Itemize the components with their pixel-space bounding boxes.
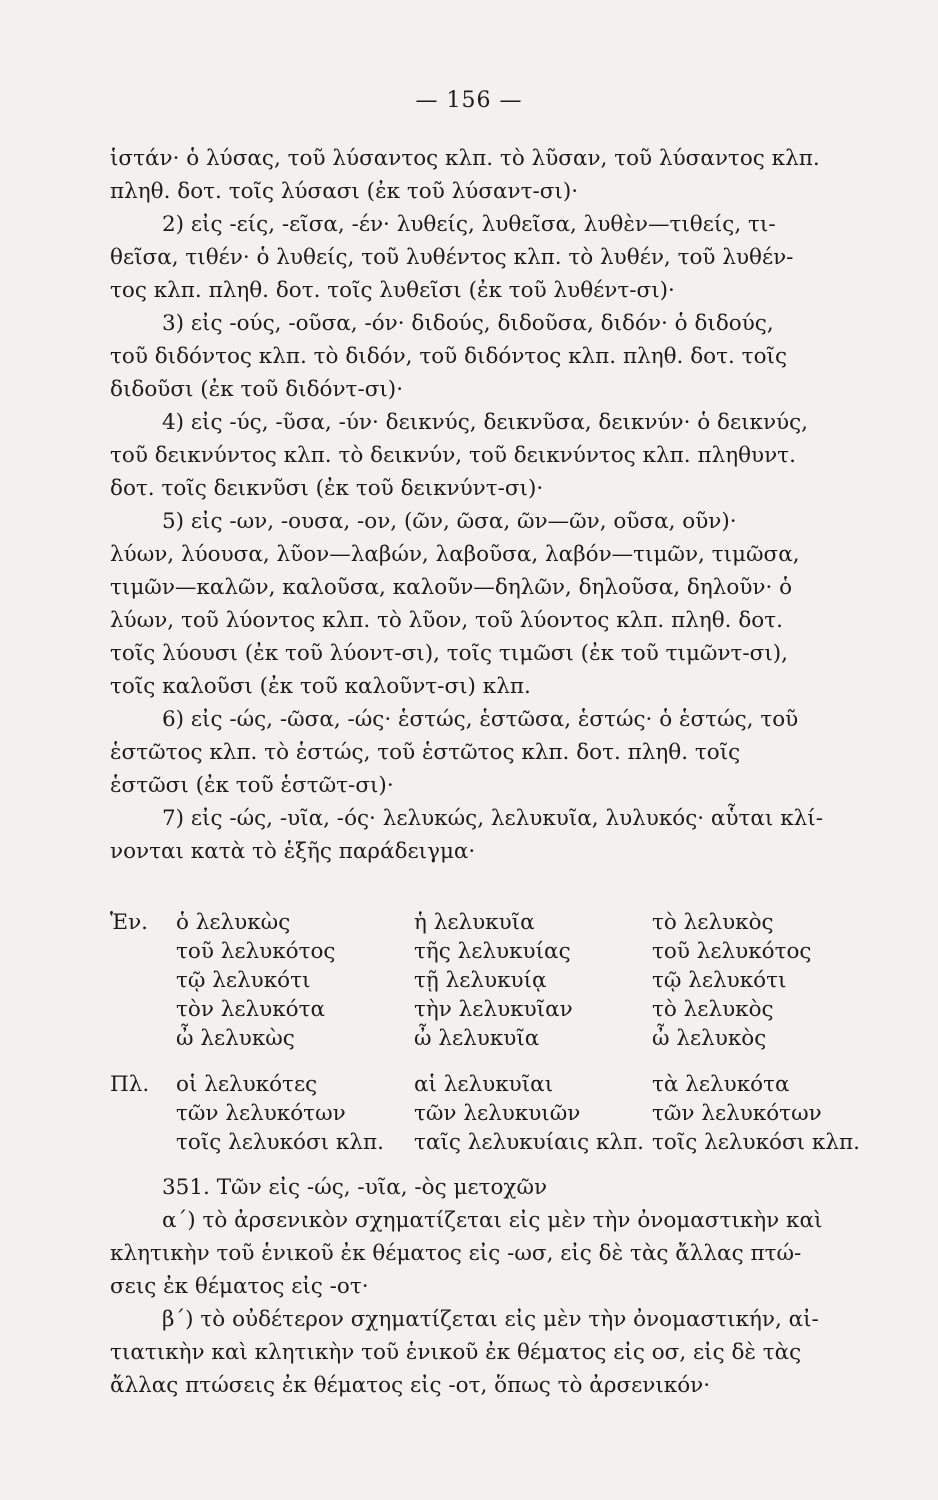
masculine-form: τῶν λελυκότων [176,1101,346,1126]
text-line: λύων, τοῦ λύοντος κλπ. τὸ λῦον, τοῦ λύοντος κλπ. πληθ. δοτ. [110,608,783,633]
table-row [110,1026,870,1055]
text-line: 3) εἰς -ούς, -οῦσα, -όν· διδούς, διδοῦσα, διδόν· ὁ διδούς, [162,311,774,336]
text-line: 5) εἰς -ων, -ουσα, -ον, (ῶν, ῶσα, ῶν—ῶν, οῦσα, οῦν)· [162,509,737,534]
section-heading: 351. Τῶν εἰς -ώς, -υῖα, -ὸς μετοχῶν [162,1175,548,1200]
text-line: 4) εἰς -ύς, -ῦσα, -ύν· δεικνύς, δεικνῦσα, δεικνύν· ὁ δεικνύς, [162,410,808,435]
text-line: κλητικὴν τοῦ ἑνικοῦ ἐκ θέματος εἰς -ωσ, εἰς δὲ τὰς ἄλλας πτώ- [110,1241,802,1266]
masculine-form: ὁ λελυκὼς [176,910,291,935]
feminine-form: ὦ λελυκυῖα [414,1026,540,1051]
table-row [110,939,870,968]
table-row [110,968,870,997]
text-line: διδοῦσι (ἐκ τοῦ διδόντ-σι)· [110,377,404,402]
feminine-form: τῇ λελυκυίᾳ [414,968,547,993]
text-line: δοτ. τοῖς δεικνῦσι (ἐκ τοῦ δεικνύντ-σι)· [110,476,544,501]
text-line: ἄλλας πτώσεις ἐκ θέματος εἰς -οτ, ὅπως τὸ ἀρσενικόν· [110,1373,711,1398]
text-line: θεῖσα, τιθέν· ὁ λυθείς, τοῦ λυθέντος κλπ. τὸ λυθέν, τοῦ λυθέν- [110,245,794,270]
text-line: τιατικὴν καὶ κλητικὴν τοῦ ἑνικοῦ ἐκ θέματος εἰς οσ, εἰς δὲ τὰς [110,1340,802,1365]
neuter-form: τὸ λελυκὸς [652,910,774,935]
table-row [110,997,870,1026]
masculine-form: τὸν λελυκότα [176,997,325,1022]
text-line: νονται κατὰ τὸ ἑξῆς παράδειγμα· [110,839,476,864]
feminine-form: ἡ λελυκυῖα [414,910,535,935]
page-number: — 156 — [415,88,523,113]
text-line: α΄) τὸ ἀρσενικὸν σχηματίζεται εἰς μὲν τὴν ὀνομαστικὴν καὶ [162,1208,823,1233]
text-line: τοῦ διδόντος κλπ. τὸ διδόν, τοῦ διδόντος κλπ. πληθ. δοτ. τοῖς [110,344,787,369]
table-row [110,1130,870,1159]
masculine-form: οἱ λελυκότες [176,1072,318,1097]
feminine-form: τὴν λελυκυῖαν [414,997,573,1022]
neuter-form: τὰ λελυκότα [652,1072,790,1097]
neuter-form: τοῖς λελυκόσι κλπ. [652,1130,860,1155]
text-line: τος κλπ. πληθ. δοτ. τοῖς λυθεῖσι (ἐκ τοῦ λυθέντ-σι)· [110,278,675,303]
masculine-form: ὦ λελυκὼς [176,1026,295,1051]
section-351 [110,1172,870,1403]
text-line: β΄) τὸ οὐδέτερον σχηματίζεται εἰς μὲν τὴν ὀνομαστικήν, αἰ- [162,1307,819,1332]
declension-table-plural [110,1072,870,1159]
text-line: τοῖς καλοῦσι (ἐκ τοῦ καλοῦντ-σι) κλπ. [110,674,531,699]
text-line: σεις ἐκ θέματος εἰς -οτ· [110,1274,369,1299]
feminine-form: τῶν λελυκυιῶν [414,1101,581,1126]
masculine-form: τῷ λελυκότι [176,968,311,993]
table-row [110,910,870,939]
text-line: τιμῶν—καλῶν, καλοῦσα, καλοῦν—δηλῶν, δηλοῦσα, δηλοῦν· ὁ [110,575,793,600]
neuter-form: τῶν λελυκότων [652,1101,822,1126]
text-line: λύων, λύουσα, λῦον—λαβών, λαβοῦσα, λαβόν—τιμῶν, τιμῶσα, [110,542,800,567]
text-line: 7) εἰς -ώς, -υῖα, -ός· λελυκώς, λελυκυῖα, λυλυκός· αὗται κλί- [162,806,823,831]
participle-paragraphs [110,142,870,868]
declension-table-singular [110,910,870,1055]
masculine-form: τοῦ λελυκότος [176,939,336,964]
neuter-form: τὸ λελυκὸς [652,997,774,1022]
table-row [110,1072,870,1101]
text-line: 2) εἰς -είς, -εῖσα, -έν· λυθείς, λυθεῖσα, λυθὲν—τιθείς, τι- [162,212,776,237]
number-label: Ἑν. [110,910,148,935]
feminine-form: αἱ λελυκυῖαι [414,1072,554,1097]
neuter-form: τῷ λελυκότι [652,968,787,993]
neuter-form: τοῦ λελυκότος [652,939,812,964]
neuter-form: ὦ λελυκὸς [652,1026,767,1051]
table-row [110,1101,870,1130]
text-line: πληθ. δοτ. τοῖς λύσασι (ἐκ τοῦ λύσαντ-σι)· [110,179,579,204]
text-line: τοῦ δεικνύντος κλπ. τὸ δεικνύν, τοῦ δεικνύντος κλπ. πληθυντ. [110,443,796,468]
feminine-form: ταῖς λελυκυίαις κλπ. [414,1130,644,1155]
text-line: ἱστάν· ὁ λύσας, τοῦ λύσαντος κλπ. τὸ λῦσαν, τοῦ λύσαντος κλπ. [110,146,820,171]
number-label: Πλ. [110,1072,150,1097]
text-line: τοῖς λύουσι (ἐκ τοῦ λύοντ-σι), τοῖς τιμῶσι (ἐκ τοῦ τιμῶντ-σι), [110,641,789,666]
text-line: ἑστῶσι (ἐκ τοῦ ἑστῶτ-σι)· [110,773,394,798]
text-line: 6) εἰς -ώς, -ῶσα, -ώς· ἑστώς, ἑστῶσα, ἑστώς· ὁ ἑστώς, τοῦ [162,707,799,732]
masculine-form: τοῖς λελυκόσι κλπ. [176,1130,384,1155]
feminine-form: τῆς λελυκυίας [414,939,571,964]
text-line: ἑστῶτος κλπ. τὸ ἑστώς, τοῦ ἑστῶτος κλπ. δοτ. πληθ. τοῖς [110,740,741,765]
